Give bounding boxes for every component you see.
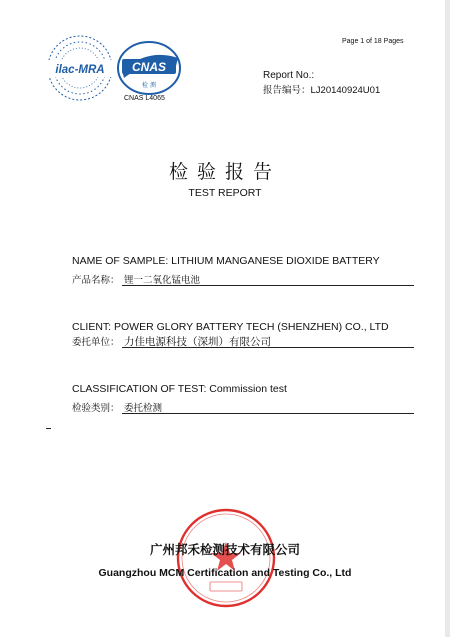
sample-underline bbox=[122, 285, 414, 286]
stray-mark bbox=[46, 428, 51, 429]
sample-value-cn: 锂一二氧化锰电池 bbox=[124, 275, 201, 286]
report-no-value: 报告编号：LJ20140924U01 bbox=[263, 85, 381, 96]
title-chinese: 检验报告 bbox=[168, 161, 281, 183]
sample-label-cn: 产品名称： bbox=[72, 275, 120, 286]
report-no-label: Report No.: bbox=[263, 70, 315, 81]
client-label-cn: 委托单位： bbox=[72, 337, 120, 348]
company-seal bbox=[174, 506, 278, 610]
cnas-logo bbox=[116, 40, 182, 100]
cnas-code: CNAS L4065 bbox=[124, 95, 165, 102]
client-underline bbox=[122, 347, 414, 348]
company-name-en: Guangzhou MCM Certification and Testing Co., Ltd bbox=[98, 567, 352, 579]
classification-label-cn: 检验类别： bbox=[72, 403, 120, 414]
accreditation-logos bbox=[46, 34, 196, 106]
classification-value-cn: 委托检测 bbox=[124, 403, 163, 414]
title-english: TEST REPORT bbox=[188, 187, 262, 199]
ilac-mra-logo bbox=[46, 34, 114, 102]
page-info: Page 1 of 18 Pages bbox=[342, 38, 404, 45]
sample-label-en: NAME OF SAMPLE: LITHIUM MANGANESE DIOXIDE BATTERY bbox=[72, 255, 380, 267]
cnas-sub-text: 检 测 bbox=[142, 82, 156, 89]
classification-underline bbox=[122, 413, 414, 414]
company-name-cn: 广州邦禾检测技术有限公司 bbox=[149, 542, 300, 557]
ilac-logo-text: ilac-MRA bbox=[55, 64, 105, 76]
client-label-en: CLIENT: POWER GLORY BATTERY TECH (SHENZHEN) CO., LTD bbox=[72, 321, 389, 333]
client-value-cn: 力佳电源科技（深圳）有限公司 bbox=[124, 336, 271, 348]
classification-label-en: CLASSIFICATION OF TEST: Commission test bbox=[72, 383, 287, 395]
cnas-logo-text: CNAS bbox=[131, 60, 167, 74]
